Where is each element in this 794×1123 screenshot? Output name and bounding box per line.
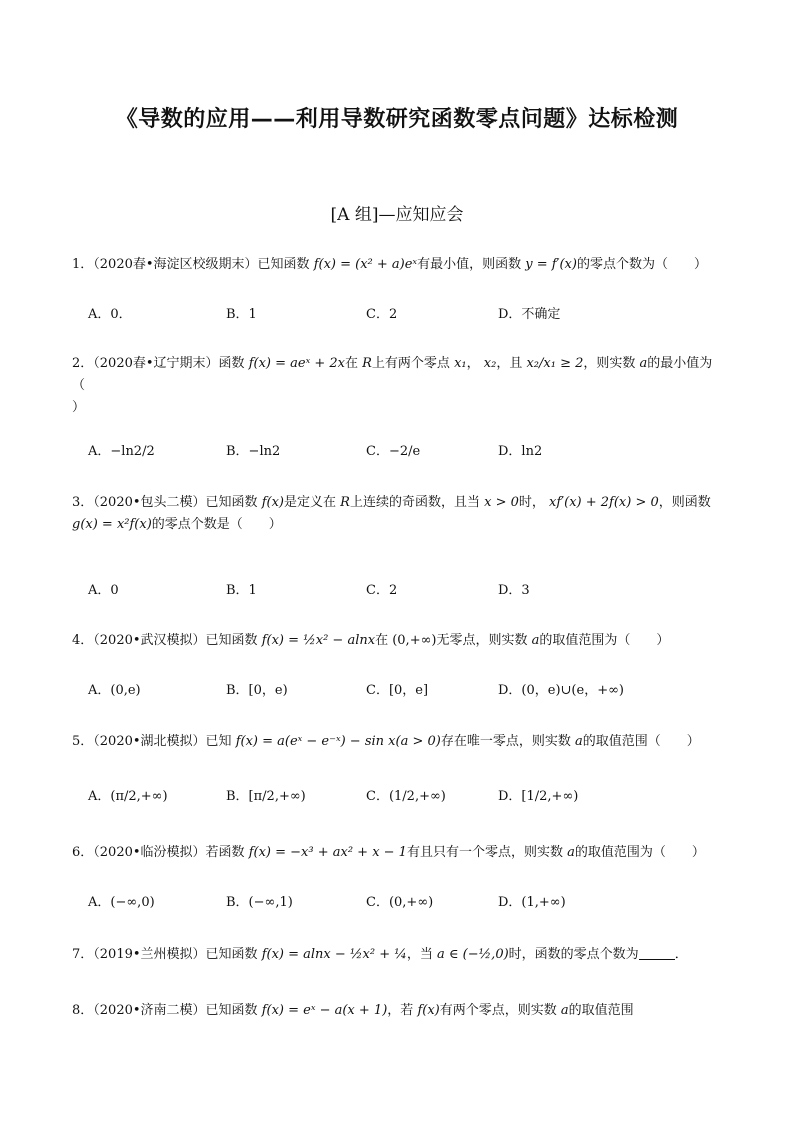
question-number: 1． bbox=[72, 257, 94, 272]
question-text: 的取值范围为（ ） bbox=[574, 845, 705, 860]
question-number: 6． bbox=[72, 845, 94, 860]
question-text: 有且只有一个零点，则实数 bbox=[406, 845, 563, 860]
option-d[interactable]: D．3 bbox=[498, 583, 530, 598]
options-q2 bbox=[88, 441, 728, 463]
question-text: 时， bbox=[518, 495, 545, 510]
math-symbol: a bbox=[560, 1003, 569, 1018]
question-number: 7． bbox=[72, 947, 94, 962]
math-expression: f(x) = ½x² − alnx bbox=[261, 633, 376, 648]
question-text: 无零点，则实数 bbox=[436, 633, 528, 648]
option-b[interactable]: B．−ln2 bbox=[226, 444, 281, 459]
question-text: 的取值范围 bbox=[568, 1003, 634, 1018]
question-text: ） bbox=[72, 400, 86, 415]
option-c[interactable]: C．−2/e bbox=[366, 444, 421, 459]
question-text: 的零点个数是（ ） bbox=[151, 517, 282, 532]
question-3 bbox=[72, 492, 724, 536]
math-expression: g(x) = x²f(x) bbox=[72, 517, 152, 532]
math-expression: xf′(x) + 2f(x) > 0 bbox=[549, 495, 659, 510]
question-text: 上连续的奇函数，且当 bbox=[349, 495, 480, 510]
question-source: （2020•包头二模） bbox=[93, 495, 206, 510]
question-text: 是定义在 bbox=[284, 495, 337, 510]
option-a[interactable]: A．0 bbox=[88, 583, 119, 598]
option-b[interactable]: B．1 bbox=[226, 307, 257, 322]
option-b[interactable]: B．(−∞,1) bbox=[226, 895, 293, 910]
math-expression: f(x) = alnx − ½x² + ¼ bbox=[261, 947, 407, 962]
option-d[interactable]: D．不确定 bbox=[498, 307, 561, 322]
question-source: （2020春•辽宁期末） bbox=[93, 356, 219, 371]
question-8 bbox=[72, 1000, 724, 1022]
question-text: 的最小值为（ bbox=[72, 356, 713, 393]
math-expression: f(x) = a(eˣ − e⁻ˣ) − sin x(a > 0) bbox=[235, 734, 441, 749]
math-symbol: a bbox=[531, 633, 540, 648]
option-a[interactable]: A．0． bbox=[88, 307, 132, 322]
option-b[interactable]: B．[π/2,+∞) bbox=[226, 789, 306, 804]
question-text: 已知 bbox=[205, 734, 232, 749]
option-c[interactable]: C．2 bbox=[366, 307, 398, 322]
options-q5 bbox=[88, 786, 728, 808]
math-expression: x₂/x₁ ≥ 2 bbox=[526, 356, 584, 371]
option-a[interactable]: A．(−∞,0) bbox=[88, 895, 155, 910]
math-expression: f(x) = eˣ − a(x + 1) bbox=[261, 1003, 388, 1018]
question-number: 3． bbox=[72, 495, 94, 510]
question-text: 有最小值，则函数 bbox=[417, 257, 522, 272]
question-text: 已知函数 bbox=[257, 257, 310, 272]
question-source: （2020春•海淀区校级期末） bbox=[93, 257, 258, 272]
math-expression: y = f′(x) bbox=[525, 257, 577, 272]
math-expression: x > 0 bbox=[484, 495, 519, 510]
question-source: （2020•济南二模） bbox=[93, 1003, 206, 1018]
options-q4 bbox=[88, 680, 728, 702]
option-c[interactable]: C．[0，e] bbox=[366, 683, 429, 698]
question-text: 有两个零点，则实数 bbox=[439, 1003, 557, 1018]
math-symbol: R bbox=[340, 495, 350, 510]
math-symbol: x₁ bbox=[454, 356, 467, 371]
math-expression: (0,+∞) bbox=[392, 633, 437, 648]
question-text: ． bbox=[674, 947, 688, 962]
question-text: ，且 bbox=[496, 356, 523, 371]
option-b[interactable]: B．[0，e) bbox=[226, 683, 288, 698]
question-text: 的取值范围为（ ） bbox=[539, 633, 670, 648]
question-text: 若函数 bbox=[205, 845, 245, 860]
math-symbol: R bbox=[362, 356, 372, 371]
option-a[interactable]: A．(0,e) bbox=[88, 683, 141, 698]
question-source: （2019•兰州模拟） bbox=[93, 947, 206, 962]
question-text: 时，函数的零点个数为 bbox=[508, 947, 639, 962]
question-source: （2020•临汾模拟） bbox=[93, 845, 206, 860]
math-symbol: a bbox=[574, 734, 583, 749]
question-text: 已知函数 bbox=[205, 633, 258, 648]
math-expression: f(x) = −x³ + ax² + x − 1 bbox=[248, 845, 407, 860]
section-heading: [A 组]—应知应会 bbox=[330, 205, 464, 225]
question-number: 4． bbox=[72, 633, 94, 648]
question-source: （2020•湖北模拟） bbox=[93, 734, 206, 749]
question-text: 已知函数 bbox=[205, 947, 258, 962]
option-a[interactable]: A．(π/2,+∞) bbox=[88, 789, 168, 804]
math-expression: f(x) bbox=[417, 1003, 440, 1018]
option-a[interactable]: A．−ln2/2 bbox=[88, 444, 155, 459]
question-text: ，若 bbox=[387, 1003, 414, 1018]
question-text: ，则实数 bbox=[583, 356, 636, 371]
question-text: 的零点个数为（ ） bbox=[576, 257, 707, 272]
option-c[interactable]: C．2 bbox=[366, 583, 398, 598]
page-title: 《导数的应用——利用导数研究函数零点问题》达标检测 bbox=[115, 107, 679, 132]
question-text: 已知函数 bbox=[205, 495, 258, 510]
option-c[interactable]: C．(0,+∞) bbox=[366, 895, 434, 910]
question-text: 存在唯一零点，则实数 bbox=[440, 734, 571, 749]
question-text: ，则函数 bbox=[658, 495, 711, 510]
options-q3 bbox=[88, 580, 728, 602]
question-2: 2．（2020春•辽宁期末）函数 f(x) = aeˣ + 2x在 R上有两个零点 x₁， x₂，且 x₂/x₁ ≥ 2，则实数 a的最小值为（ ） bbox=[72, 356, 713, 415]
option-d[interactable]: D．(0，e)∪(e，+∞) bbox=[498, 683, 624, 698]
option-d[interactable]: D．[1/2,+∞) bbox=[498, 789, 579, 804]
question-7 bbox=[72, 944, 724, 966]
options-q6 bbox=[88, 892, 728, 914]
math-expression: a ∈ (−½,0) bbox=[436, 947, 509, 962]
question-text: 在 bbox=[375, 633, 389, 648]
math-symbol: a bbox=[639, 356, 648, 371]
answer-blank[interactable] bbox=[639, 947, 675, 960]
question-1 bbox=[72, 254, 724, 276]
question-text: 函数 bbox=[218, 356, 245, 371]
option-c[interactable]: C．(1/2,+∞) bbox=[366, 789, 446, 804]
question-text: ，当 bbox=[406, 947, 433, 962]
question-text: 的取值范围（ ） bbox=[582, 734, 700, 749]
question-5 bbox=[72, 731, 724, 753]
math-expression: f(x) bbox=[261, 495, 284, 510]
question-text: 在 bbox=[344, 356, 358, 371]
question-text: 上有两个零点 bbox=[371, 356, 450, 371]
math-symbol: x₂ bbox=[483, 356, 497, 371]
question-source: （2020•武汉模拟） bbox=[93, 633, 206, 648]
question-number: 8． bbox=[72, 1003, 94, 1018]
math-symbol: a bbox=[567, 845, 575, 860]
option-d[interactable]: D．(1,+∞) bbox=[498, 895, 566, 910]
options-q1 bbox=[88, 304, 728, 326]
math-expression: f(x) = (x² + a)eˣ bbox=[313, 257, 418, 272]
option-b[interactable]: B．1 bbox=[226, 583, 257, 598]
question-number: 5． bbox=[72, 734, 94, 749]
question-6 bbox=[72, 842, 724, 864]
question-number: 2． bbox=[72, 356, 94, 371]
question-4 bbox=[72, 630, 724, 652]
option-d[interactable]: D．ln2 bbox=[498, 444, 543, 459]
math-expression: f(x) = aeˣ + 2x bbox=[248, 356, 345, 371]
question-text: 已知函数 bbox=[205, 1003, 258, 1018]
